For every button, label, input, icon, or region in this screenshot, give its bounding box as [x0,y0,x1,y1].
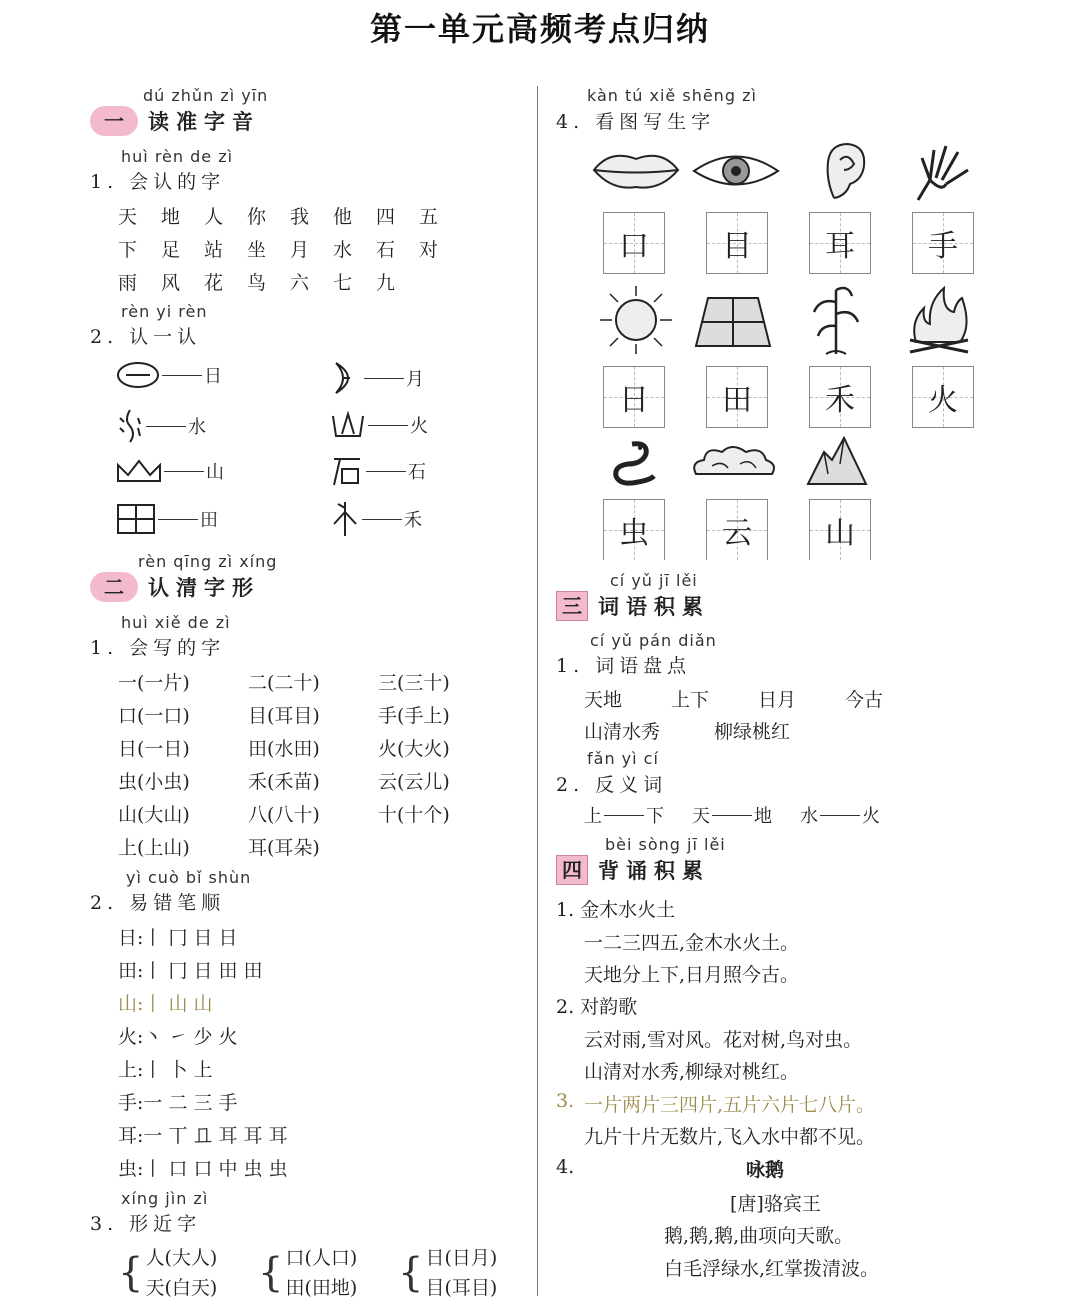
char: 风 [161,272,181,294]
poem1-line-2: 天地分上下,日月照今古。 [584,964,800,986]
similar-group-1: { 人(大人) 天(白天) [118,1243,217,1303]
write-row-6 [118,833,378,860]
sun-icon [594,284,678,356]
write-item: 火(大火) [378,738,450,760]
char: 地 [161,206,181,228]
stroke-order-2: 田:丨 冂 日 田 田 [118,960,263,982]
similar-item: 田(田地) [285,1277,358,1299]
write-row-5 [118,800,450,827]
poem1-label: 1. 金木水火土 [556,899,676,921]
cloud-icon [688,440,780,484]
char: 对 [419,239,439,261]
write-item: 手(手上) [378,705,450,727]
write-item: 八(八十) [248,804,320,826]
fire-icon [906,282,972,356]
write-row-2 [118,701,450,728]
stone-pictograph-icon [330,455,364,487]
pictograph-pair-shi [330,455,426,487]
write-item: 三(三十) [378,672,450,694]
pair-char: 石 [408,462,426,483]
char: 站 [204,239,224,261]
pictograph-pair-ri [116,360,222,390]
poem3-number: 3. [556,1090,575,1112]
antonym-char: 火 [862,806,880,827]
grid-box [809,212,871,274]
similar-item: 口(人口) [285,1247,358,1269]
char: 水 [333,239,353,261]
pictograph-pair-tian [116,503,218,535]
pair-char: 月 [406,369,424,390]
grid-box [603,366,665,428]
stroke-order-3: 山:丨 山 山 [118,993,213,1015]
sec1-title: 读准字音 [148,110,260,134]
water-pictograph-icon [116,408,144,444]
write-item: 二(二十) [248,672,320,694]
sec2-sub2-label: 2. 易错笔顺 [90,892,226,914]
sec3-title: 词语积累 [598,595,710,619]
grid-box [809,366,871,428]
sec2-sub1-pinyin: huì xiě de zì [121,613,231,632]
sec4-pinyin: bèi sòng jī lěi [605,835,726,854]
poem4-author: [唐]骆宾王 [730,1193,821,1215]
sec1-badge: 一 [90,106,138,136]
pair-char: 禾 [404,510,422,531]
char: 雨 [118,272,138,294]
pictograph-pair-shui [116,408,206,444]
write-item: 上(上山) [118,837,190,859]
grid-char: 耳 [825,229,855,264]
grid-char: 山 [825,516,855,551]
pictograph-pair-huo [330,410,428,440]
similar-item: 人(大人) [145,1247,218,1269]
antonym-char: 天 [692,806,710,827]
word-item: 柳绿桃红 [714,721,791,743]
word-item: 今古 [845,689,884,711]
char: 月 [290,239,310,261]
antonym-char: 水 [800,806,818,827]
write-item: 耳(耳朵) [248,837,320,859]
write-item: 日(一日) [118,738,190,760]
poem4-line-2: 白毛浮绿水,红掌拨清波。 [664,1258,880,1280]
word-item: 天地 [584,689,623,711]
poem1-line-1: 一二三四五,金木水火土。 [584,932,800,954]
sec3-sub2-label: 2. 反义词 [556,774,668,796]
antonym-row [584,802,880,828]
sec4-heading [556,855,710,885]
look-write-label: 4. 看图写生字 [556,111,716,133]
write-item: 目(耳目) [248,705,320,727]
sec3-badge: 三 [556,591,588,621]
grid-char: 口 [619,229,649,264]
char: 我 [290,206,310,228]
answer-row-1 [603,212,974,274]
grid-char: 日 [619,383,649,418]
grid-char: 虫 [619,516,649,551]
worm-icon [604,436,658,488]
sec2-badge: 二 [90,572,138,602]
column-divider [537,86,538,1296]
sec1-sub1-label: 1. 会认的字 [90,171,226,193]
char: 花 [204,272,224,294]
word-item: 日月 [758,689,797,711]
char: 石 [376,239,396,261]
mountain-pictograph-icon [116,457,162,485]
eye-icon [690,148,782,194]
similar-item: 天(白天) [145,1277,218,1299]
char: 七 [333,272,353,294]
sec3-sub1-label: 1. 词语盘点 [556,655,692,677]
word-item: 山清水秀 [584,721,661,743]
grain-pictograph-icon [330,500,360,538]
sec4-title: 背诵积累 [598,859,710,883]
field-pictograph-icon [116,503,156,535]
fire-pictograph-icon [330,410,366,440]
grid-char: 火 [928,383,958,418]
grid-char: 田 [722,383,752,418]
stroke-order-1: 日:丨 冂 日 日 [118,927,238,949]
char-row-3 [118,268,419,295]
sec2-pinyin: rèn qīng zì xíng [138,552,278,571]
similar-group-2: { 口(人口) 田(田地) [258,1243,357,1303]
word-row-2 [584,717,790,744]
grid-box [912,366,974,428]
sec2-heading [90,572,260,602]
grid-box [912,212,974,274]
write-item: 十(十个) [378,804,450,826]
char: 足 [161,239,181,261]
poem3-line-1: 一片两片三四片,五片六片七八片。 [584,1094,876,1116]
sec3-sub1-pinyin: cí yǔ pán diǎn [590,631,717,650]
field-icon [692,290,774,352]
ear-icon [820,140,870,204]
antonym-char: 地 [754,806,772,827]
write-row-4 [118,767,450,794]
write-row-3 [118,734,450,761]
poem2-line-2: 山清对水秀,柳绿对桃红。 [584,1061,800,1083]
char: 你 [247,206,267,228]
poem2-label: 2. 对韵歌 [556,996,638,1018]
stroke-order-6: 手:一 二 三 手 [118,1092,238,1114]
sec1-heading [90,106,260,136]
stroke-order-8: 虫:丨 口 口 中 虫 虫 [118,1158,288,1180]
hand-icon [912,140,976,204]
write-item: 山(大山) [118,804,190,826]
grid-box [706,499,768,560]
mountain-icon [806,434,868,488]
pictograph-pair-shan [116,457,224,485]
word-item: 上下 [671,689,710,711]
pair-char: 山 [206,462,224,483]
moon-pictograph-icon [330,360,362,396]
poem4-line-1: 鹅,鹅,鹅,曲项向天歌。 [664,1225,854,1247]
char-row-2 [118,235,462,262]
char: 五 [419,206,439,228]
sec1-sub1-pinyin: huì rèn de zì [121,147,234,166]
antonym-char: 下 [646,806,664,827]
poem4-number: 4. [556,1156,575,1178]
write-item: 禾(禾苗) [248,771,320,793]
pair-char: 水 [188,417,206,438]
pair-char: 日 [204,366,222,387]
write-row-1 [118,668,450,695]
sec3-heading [556,591,710,621]
poem3-line-2: 九片十片无数片,飞入水中都不见。 [584,1126,876,1148]
similar-group-3: { 日(日月) 目(耳目) [398,1243,497,1303]
word-row-1 [584,685,883,712]
sec2-title: 认清字形 [148,576,260,600]
answer-row-2 [603,366,974,428]
char: 四 [376,206,396,228]
char: 九 [376,272,396,294]
similar-item: 日(日月) [425,1247,498,1269]
sec3-pinyin: cí yǔ jī lěi [610,571,698,590]
grid-box [706,366,768,428]
pair-char: 田 [200,510,218,531]
char: 下 [118,239,138,261]
char: 他 [333,206,353,228]
similar-item: 目(耳目) [425,1277,498,1299]
write-item: 田(水田) [248,738,320,760]
stroke-order-5: 上:丨 卜 上 [118,1059,213,1081]
sec2-sub2-pinyin: yì cuò bǐ shùn [126,868,252,887]
page-title: 第一单元高频考点归纳 [369,10,710,48]
sec1-pinyin: dú zhǔn zì yīn [143,86,269,105]
pair-char: 火 [410,416,428,437]
grid-box [809,499,871,560]
grid-char: 云 [722,516,752,551]
sec2-sub1-label: 1. 会写的字 [90,637,226,659]
mouth-icon [590,145,682,195]
stroke-order-4: 火:丶 ㇀ 少 火 [118,1026,238,1048]
sec1-sub2-label: 2. 认一认 [90,326,202,348]
grid-char: 禾 [825,383,855,418]
sec2-sub3-pinyin: xíng jìn zì [121,1189,209,1208]
sec1-sub2-pinyin: rèn yi rèn [121,302,208,321]
stroke-order-7: 耳:一 丅 𠀃 耳 耳 耳 [118,1125,288,1147]
grid-char: 目 [722,229,752,264]
write-item: 口(一口) [118,705,190,727]
sec2-sub3-label: 3. 形近字 [90,1213,202,1235]
grid-box [603,212,665,274]
look-write-pinyin: kàn tú xiě shēng zì [587,86,757,105]
char: 鸟 [247,272,267,294]
grid-box [603,499,665,560]
write-item: 云(云儿) [378,771,450,793]
char-row-1 [118,202,462,229]
sec4-badge: 四 [556,855,588,885]
pictograph-pair-yue [330,360,424,396]
grid-box [706,212,768,274]
sec3-sub2-pinyin: fǎn yì cí [587,749,659,768]
char: 六 [290,272,310,294]
grid-char: 手 [928,229,958,264]
char: 人 [204,206,224,228]
char: 天 [118,206,138,228]
char: 坐 [247,239,267,261]
grain-icon [808,282,864,356]
write-item: 一(一片) [118,672,190,694]
write-item: 虫(小虫) [118,771,190,793]
poem2-line-1: 云对雨,雪对风。花对树,鸟对虫。 [584,1029,863,1051]
antonym-char: 上 [584,806,602,827]
poem4-title: 咏鹅 [746,1159,785,1181]
answer-row-3 [603,499,871,560]
sun-pictograph-icon [116,360,160,390]
pictograph-pair-he [330,500,422,538]
